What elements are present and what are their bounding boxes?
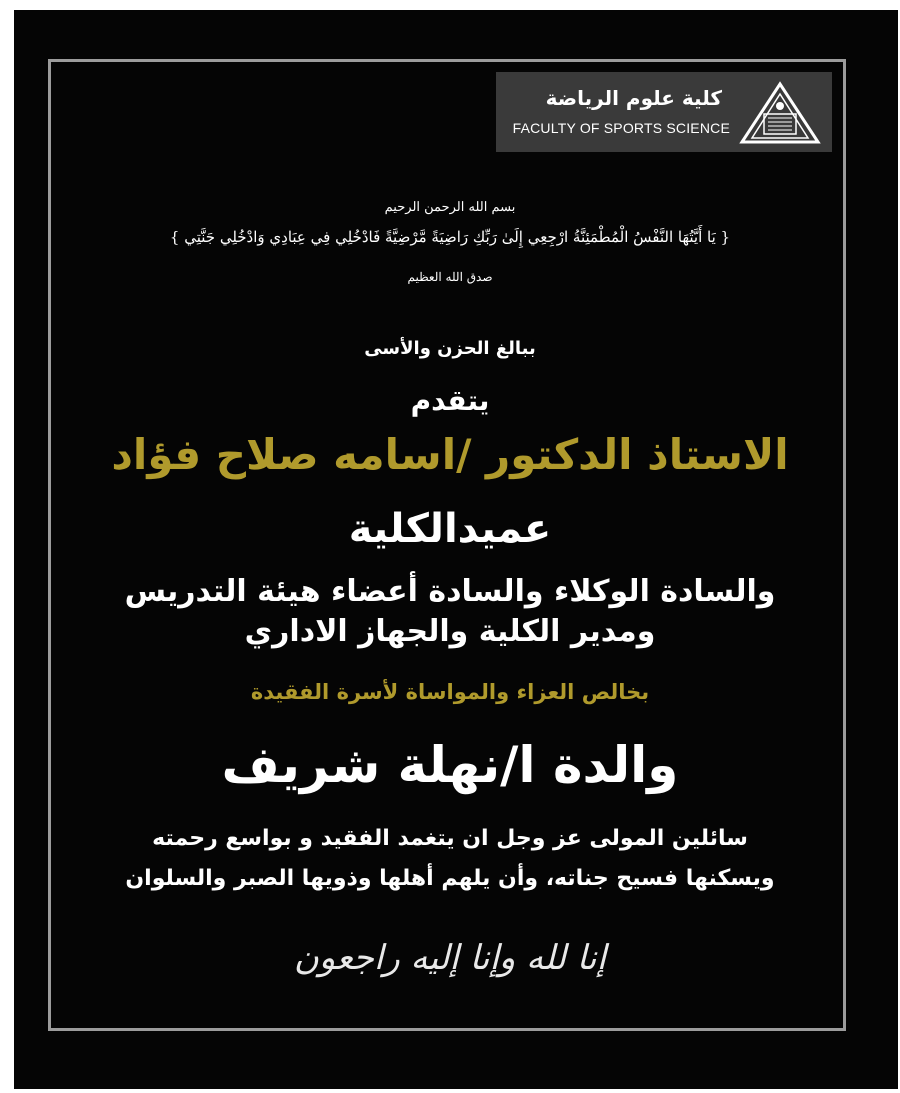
university-emblem-icon (738, 80, 822, 146)
deceased-name: والدة ا/نهلة شريف (221, 736, 679, 794)
faculty-name-english: FACULTY OF SPORTS SCIENCE (512, 120, 730, 136)
prayer-line-1: سائلين المولى عز وجل ان يتغمد الفقيد و بواسع رحمته (152, 826, 748, 851)
faculty-name-arabic: كلية علوم الرياضة (545, 86, 722, 110)
istirja-calligraphy: إنا لله وإنا إليه راجعون (293, 938, 607, 978)
dean-title: عميدالكلية (348, 506, 552, 552)
grief-line: ببالغ الحزن والأسى (364, 338, 536, 359)
verse-closing: صدق الله العظيم (407, 270, 493, 284)
condolence-line: بخالص العزاء والمواساة لأسرة الفقيدة (250, 680, 650, 704)
prayer-line-2: ويسكنها فسيح جناته، وأن يلهم أهلها وذويها الصبر والسلوان (125, 866, 775, 891)
staff-line-1: والسادة الوكلاء والسادة أعضاء هيئة التدريس (124, 574, 776, 609)
basmala-text: بسم الله الرحمن الرحيم (384, 200, 516, 215)
presents-heading: يتقدم (410, 384, 490, 417)
quran-verse: { يَا أَيَّتُهَا النَّفْسُ الْمُطْمَئِنَّةُ ارْجِعِي إِلَىٰ رَبِّكِ رَاضِيَةً مَّرْضِيَّةً فَادْخُلِي فِي عِبَادِي وَادْخُلِي جَنَّتِي } (169, 228, 731, 246)
dean-name: الاستاذ الدكتور /اسامه صلاح فؤاد (111, 430, 789, 479)
faculty-logo (496, 72, 832, 152)
staff-line-2: ومدير الكلية والجهاز الاداري (244, 614, 656, 649)
